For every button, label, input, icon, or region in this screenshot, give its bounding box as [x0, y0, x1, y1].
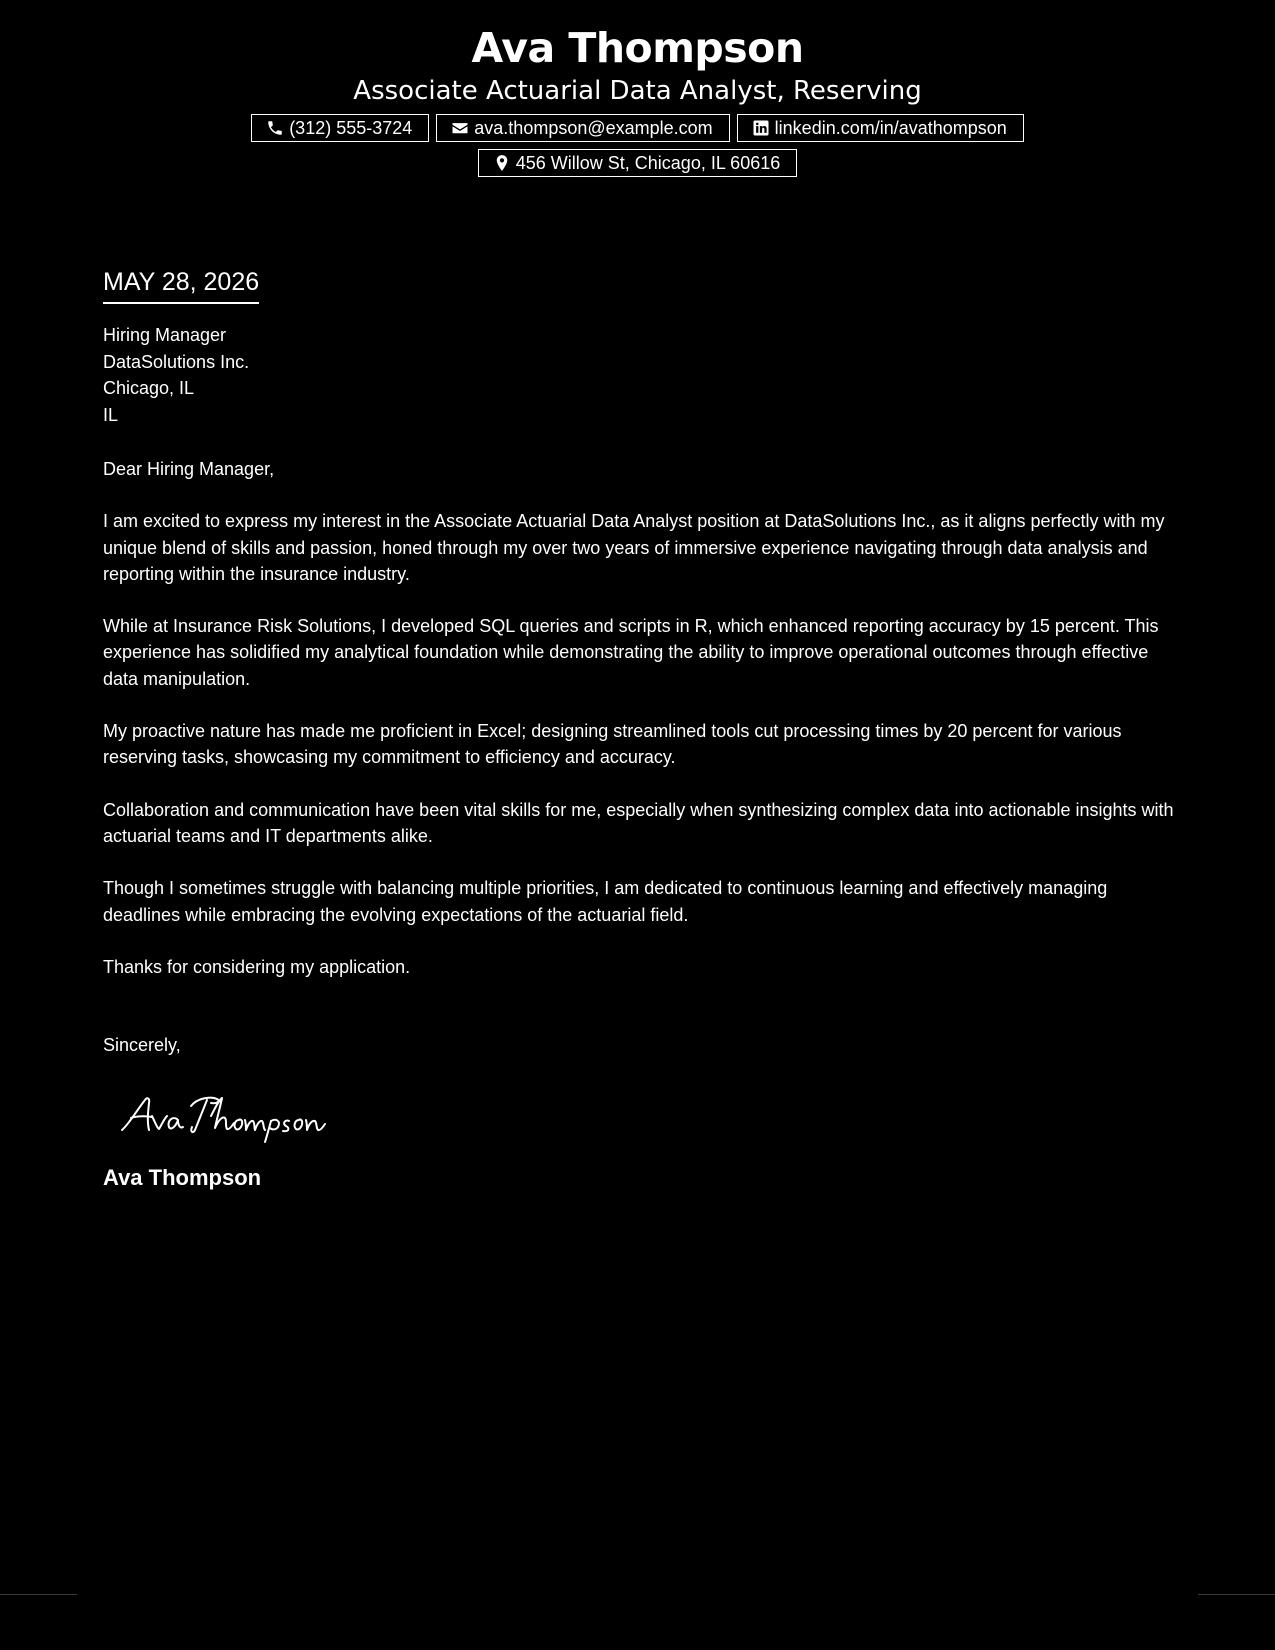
closing: Sincerely,: [103, 1035, 181, 1056]
recipient-line: IL: [103, 404, 119, 425]
map-pin-icon: [493, 154, 511, 172]
contact-row-secondary: [0, 149, 1275, 177]
contact-row-primary: [0, 114, 1275, 142]
handwritten-signature: [119, 1086, 359, 1146]
contact-phone[interactable]: [251, 114, 429, 142]
applicant-role: Associate Actuarial Data Analyst, Reserving: [353, 76, 922, 106]
phone-icon: [266, 119, 284, 137]
contact-phone-text: (312) 555-3724: [289, 117, 413, 138]
contact-linkedin-text: linkedin.com/in/avathompson: [774, 117, 1007, 138]
letter-body: [103, 266, 1178, 1192]
salutation: Dear Hiring Manager,: [103, 459, 275, 479]
footer-rule-left: [0, 1594, 77, 1595]
linkedin-icon: [752, 119, 770, 137]
body-paragraph: While at Insurance Risk Solutions, I developed SQL queries and scripts in R, which enhanced reporting accuracy by 15 percent. This experience has solidified my analytical foundation while demonstrating the ability to improve operational outcomes through effective data manipulation.: [103, 616, 1159, 689]
recipient-block: [103, 322, 1178, 428]
contact-email-text: ava.thompson@example.com: [474, 117, 713, 138]
signer-name: Ava Thompson: [103, 1165, 262, 1191]
recipient-line: Hiring Manager: [103, 325, 227, 345]
body-paragraph: Collaboration and communication have been vital skills for me, especially when synthesizing complex data into actionable insights with actuarial teams and IT departments alike.: [103, 799, 1174, 846]
body-paragraph: My proactive nature has made me proficient in Excel; designing streamlined tools cut processing times by 20 percent for various reserving tasks, showcasing my commitment to efficiency and accuracy.: [103, 721, 1122, 768]
contact-address-text: 456 Willow St, Chicago, IL 60616: [515, 152, 781, 173]
letter-date: MAY 28, 2026: [103, 266, 259, 304]
contact-email[interactable]: [436, 114, 729, 142]
footer-rule-right: [1198, 1594, 1275, 1595]
recipient-line: DataSolutions Inc.: [103, 351, 250, 372]
body-paragraph: Thanks for considering my application.: [103, 956, 411, 977]
recipient-line: Chicago, IL: [103, 378, 195, 398]
body-paragraph: I am excited to express my interest in the Associate Actuarial Data Analyst position at DataSolutions Inc., as it aligns perfectly with my unique blend of skills and passion, honed through my over two years of immersive experience navigating through data analysis and reporting within the insurance industry.: [103, 511, 1165, 584]
contact-address[interactable]: [478, 149, 797, 177]
applicant-name: Ava Thompson: [471, 24, 804, 72]
envelope-icon: [451, 119, 469, 137]
letter-header: [0, 22, 1275, 177]
signature: [119, 1086, 1178, 1146]
contact-linkedin[interactable]: [737, 114, 1024, 142]
body-paragraph: Though I sometimes struggle with balancing multiple priorities, I am dedicated to continuous learning and effectively managing deadlines while embracing the evolving expectations of the actuarial field.: [103, 878, 1108, 925]
